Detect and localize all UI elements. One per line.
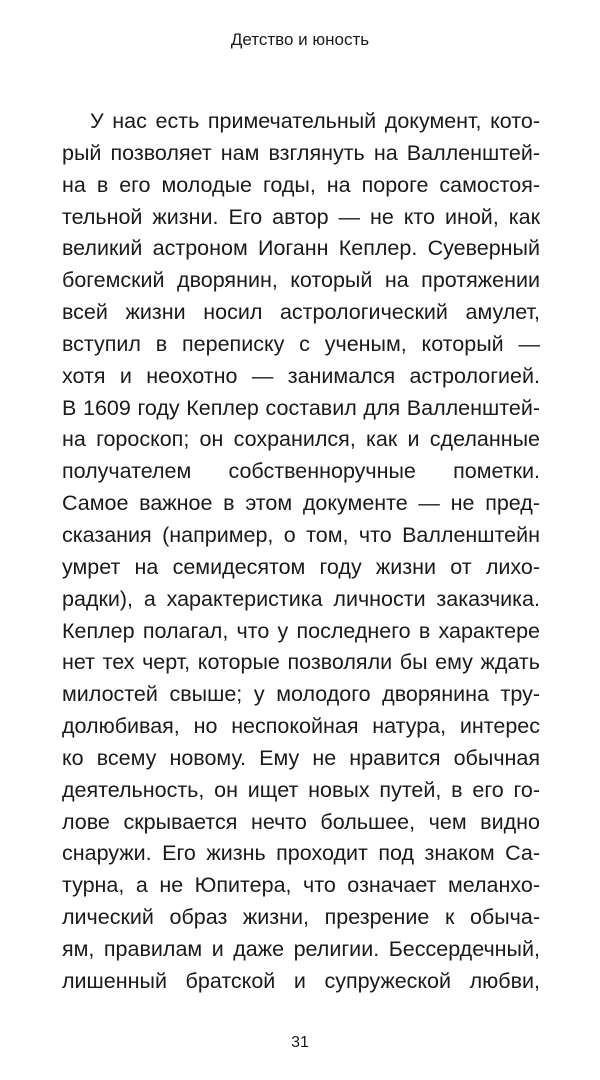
text-line: хотя и неохотно — занимался астрологией. (62, 363, 540, 388)
text-line: на гороскоп; он сохранился, как и сделанные (62, 427, 540, 452)
text-line: У нас есть примечательный документ, кото- (90, 109, 540, 133)
text-line: лишенный братской и супружеской любви, (62, 968, 540, 993)
text-line: лове скрывается нечто большее, чем видно (62, 809, 540, 834)
text-line: умрет на семидесятом году жизни от лихо- (62, 554, 540, 579)
text-line: вступил в переписку с ученым, который — (62, 331, 540, 356)
text-line: лический образ жизни, презрение к обыча- (62, 905, 540, 930)
text-line: на в его молодые годы, на пороге самостоя- (62, 172, 540, 197)
text-line: турна, а не Юпитера, что означает меланхо- (62, 873, 540, 898)
text-line: долюбивая, но неспокойная натура, интерес (62, 714, 540, 739)
text-line: снаружи. Его жизнь проходит под знаком Са- (62, 841, 540, 866)
body-text (62, 106, 540, 998)
text-line: тельной жизни. Его автор — не кто иной, как (62, 204, 540, 229)
text-line: получателем собственноручные пометки. (62, 459, 540, 484)
page-number: 31 (291, 1034, 309, 1051)
text-line: богемский дворянин, который на протяжении (62, 268, 540, 293)
text-line: Самое важное в этом документе — не пред- (62, 491, 540, 516)
text-line: великий астроном Иоганн Кеплер. Суеверный (62, 236, 540, 261)
text-line: милостей свыше; у молодого дворянина тру- (62, 682, 540, 707)
text-line: рый позволяет нам взглянуть на Валленштей- (62, 140, 540, 165)
text-line: ко всему новому. Ему не нравится обычная (62, 745, 540, 770)
text-line: Кеплер полагал, что у последнего в характере (62, 618, 540, 643)
text-line: В 1609 году Кеплер составил для Валленштей- (62, 395, 540, 420)
text-line: сказания (например, о том, что Валленштейн (62, 522, 540, 547)
text-line: деятельность, он ищет новых путей, в его го- (62, 777, 540, 802)
text-line: нет тех черт, которые позволяли бы ему ждать (62, 650, 540, 675)
text-line: ям, правилам и даже религии. Бессердечный, (62, 936, 540, 961)
running-title: Детство и юность (230, 30, 370, 49)
text-line: всей жизни носил астрологический амулет, (62, 300, 540, 325)
text-line: радки), а характеристика личности заказчика. (62, 586, 540, 611)
